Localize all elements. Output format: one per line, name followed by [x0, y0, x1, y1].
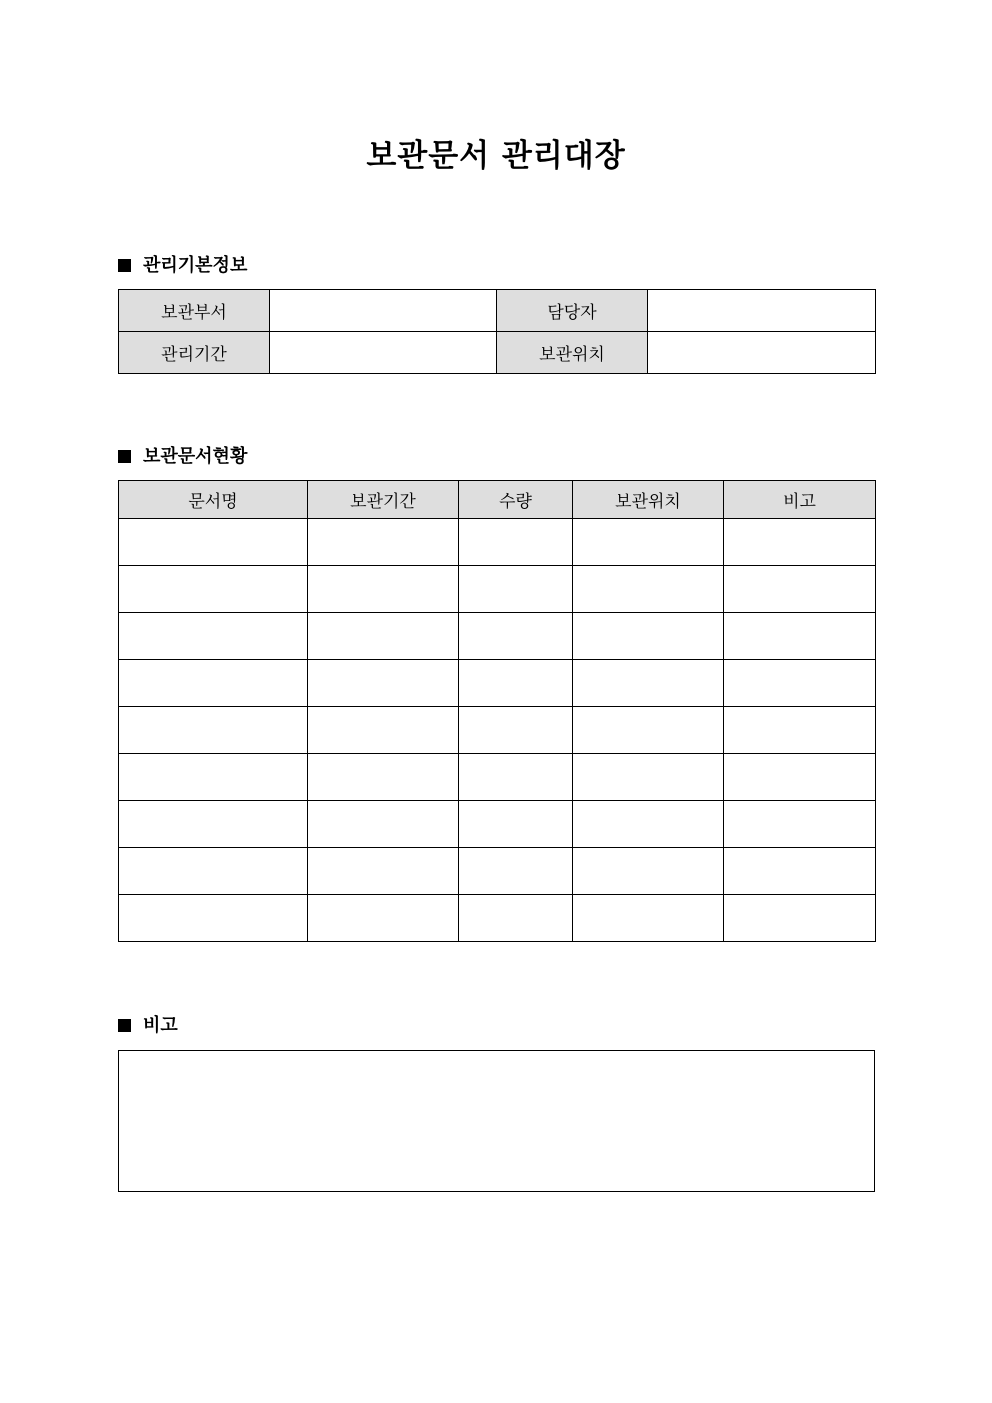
quantity-cell[interactable]: [459, 519, 573, 566]
square-bullet-icon: [118, 259, 131, 272]
column-header-doc-name: 문서명: [119, 481, 308, 519]
quantity-cell[interactable]: [459, 566, 573, 613]
doc-name-cell[interactable]: [119, 566, 308, 613]
doc-name-cell[interactable]: [119, 613, 308, 660]
table-row: [119, 754, 876, 801]
basic-info-table: [118, 289, 876, 374]
period-label: 관리기간: [119, 332, 270, 374]
quantity-cell[interactable]: [459, 848, 573, 895]
table-header-row: [119, 481, 876, 519]
retention-period-cell[interactable]: [308, 801, 459, 848]
column-header-quantity: 수량: [459, 481, 573, 519]
section-heading-basic-info: [118, 251, 247, 277]
remarks-cell[interactable]: [724, 519, 876, 566]
doc-name-cell[interactable]: [119, 754, 308, 801]
section-heading-label: 관리기본정보: [143, 255, 248, 276]
section-heading-label: 보관문서현황: [143, 446, 248, 467]
doc-name-cell[interactable]: [119, 519, 308, 566]
column-header-retention-period: 보관기간: [308, 481, 459, 519]
retention-period-cell[interactable]: [308, 519, 459, 566]
table-row: [119, 290, 876, 332]
column-header-remarks: 비고: [724, 481, 876, 519]
location-cell[interactable]: [573, 519, 724, 566]
quantity-cell[interactable]: [459, 707, 573, 754]
page-title: 보관문서 관리대장: [366, 138, 626, 174]
table-row: [119, 613, 876, 660]
quantity-cell[interactable]: [459, 660, 573, 707]
retention-period-cell[interactable]: [308, 848, 459, 895]
location-cell[interactable]: [573, 566, 724, 613]
remarks-cell[interactable]: [724, 895, 876, 942]
retention-period-cell[interactable]: [308, 566, 459, 613]
location-label: 보관위치: [497, 332, 648, 374]
doc-name-cell[interactable]: [119, 660, 308, 707]
column-header-location: 보관위치: [573, 481, 724, 519]
retention-period-cell[interactable]: [308, 895, 459, 942]
manager-field[interactable]: [648, 290, 876, 332]
remarks-cell[interactable]: [724, 566, 876, 613]
table-row: [119, 566, 876, 613]
table-row: [119, 660, 876, 707]
table-row: [119, 801, 876, 848]
quantity-cell[interactable]: [459, 895, 573, 942]
table-row: [119, 895, 876, 942]
dept-field[interactable]: [270, 290, 497, 332]
quantity-cell[interactable]: [459, 613, 573, 660]
doc-name-cell[interactable]: [119, 801, 308, 848]
table-row: [119, 332, 876, 374]
manager-label: 담당자: [497, 290, 648, 332]
remarks-cell[interactable]: [724, 660, 876, 707]
doc-name-cell[interactable]: [119, 895, 308, 942]
square-bullet-icon: [118, 1019, 131, 1032]
quantity-cell[interactable]: [459, 801, 573, 848]
location-cell[interactable]: [573, 660, 724, 707]
period-field[interactable]: [270, 332, 497, 374]
section-heading-label: 비고: [143, 1015, 178, 1036]
section-heading-remarks: [118, 1011, 178, 1037]
remarks-cell[interactable]: [724, 707, 876, 754]
location-cell[interactable]: [573, 848, 724, 895]
retention-period-cell[interactable]: [308, 613, 459, 660]
square-bullet-icon: [118, 450, 131, 463]
remarks-cell[interactable]: [724, 848, 876, 895]
retention-period-cell[interactable]: [308, 660, 459, 707]
remarks-box[interactable]: [118, 1050, 875, 1192]
remarks-cell[interactable]: [724, 754, 876, 801]
location-field[interactable]: [648, 332, 876, 374]
location-cell[interactable]: [573, 801, 724, 848]
doc-name-cell[interactable]: [119, 707, 308, 754]
dept-label: 보관부서: [119, 290, 270, 332]
quantity-cell[interactable]: [459, 754, 573, 801]
location-cell[interactable]: [573, 613, 724, 660]
location-cell[interactable]: [573, 707, 724, 754]
location-cell[interactable]: [573, 895, 724, 942]
doc-name-cell[interactable]: [119, 848, 308, 895]
table-row: [119, 519, 876, 566]
location-cell[interactable]: [573, 754, 724, 801]
section-heading-docs-status: [118, 442, 247, 468]
table-row: [119, 848, 876, 895]
retention-period-cell[interactable]: [308, 754, 459, 801]
remarks-cell[interactable]: [724, 613, 876, 660]
remarks-cell[interactable]: [724, 801, 876, 848]
table-row: [119, 707, 876, 754]
docs-status-table: [118, 480, 876, 942]
retention-period-cell[interactable]: [308, 707, 459, 754]
